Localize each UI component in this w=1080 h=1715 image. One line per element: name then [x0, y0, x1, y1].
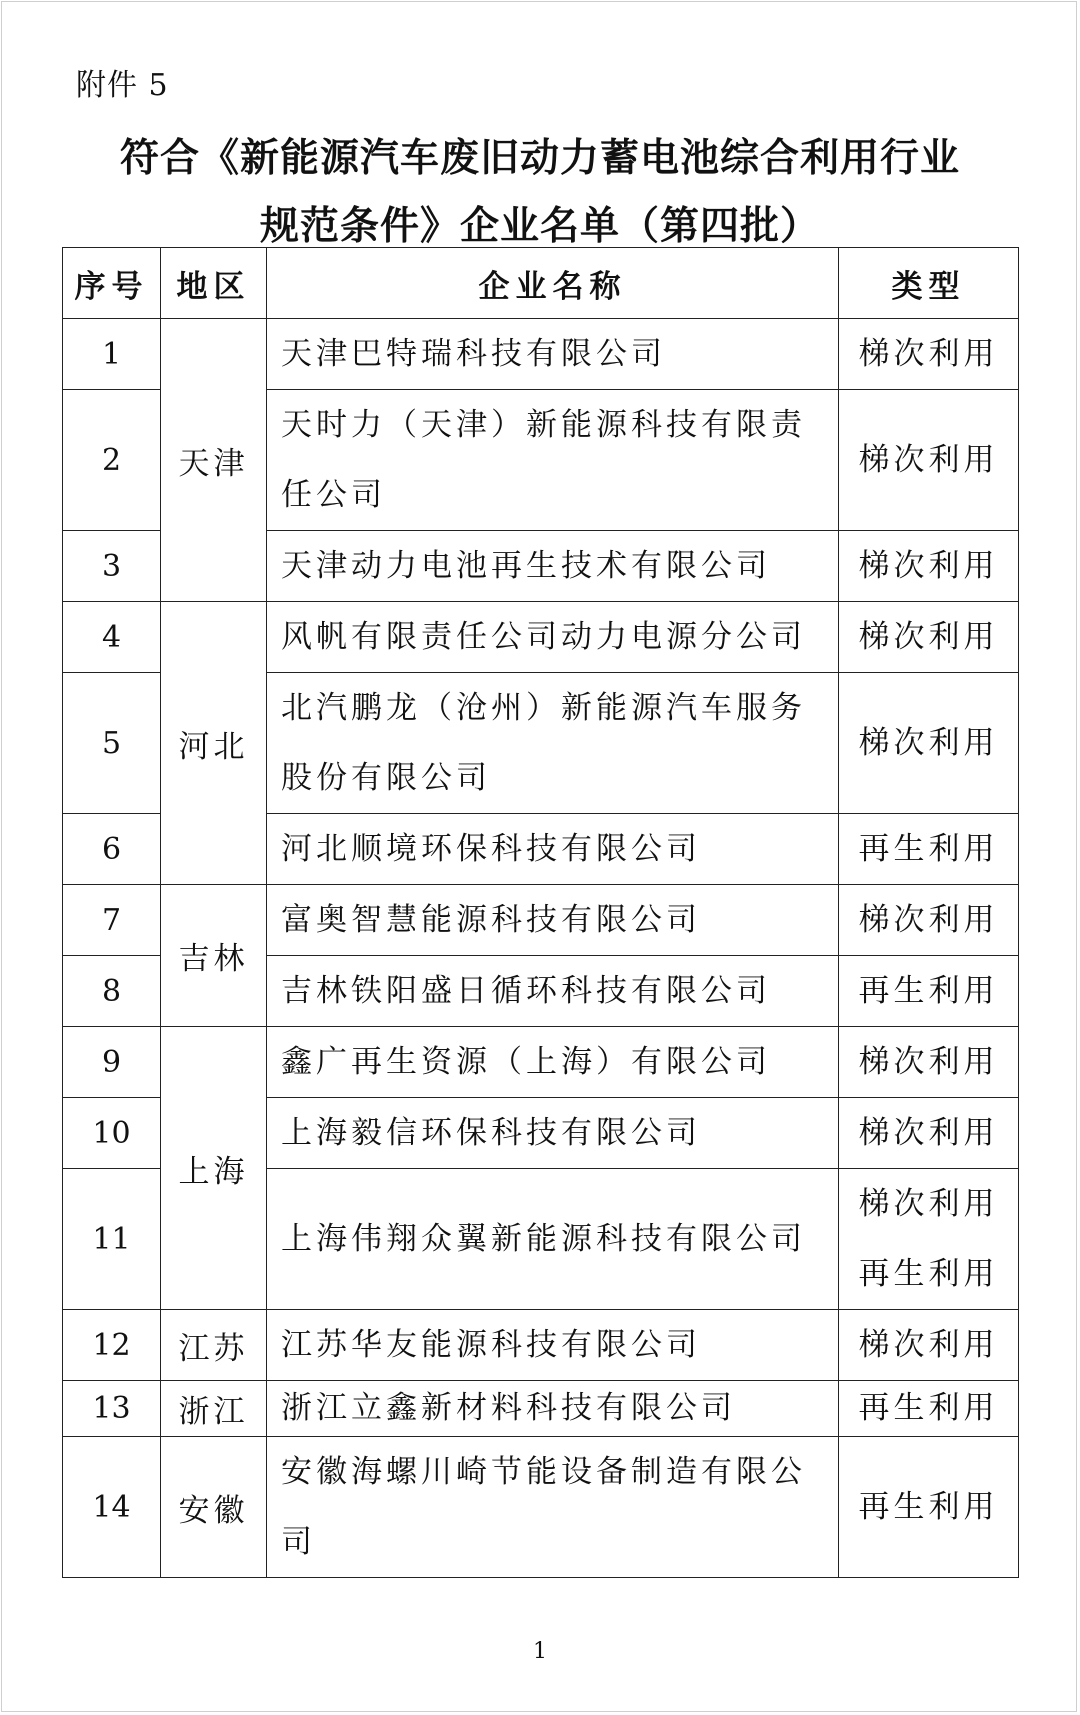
utilization-type: 梯次利用 [839, 531, 1019, 602]
row-seq: 4 [63, 602, 161, 673]
utilization-type: 梯次利用 [839, 602, 1019, 673]
company-name: 浙江立鑫新材料科技有限公司 [267, 1381, 839, 1437]
company-name-line-2: 司 [281, 1524, 316, 1560]
company-list-table [62, 247, 1019, 1578]
utilization-type: 梯次利用 [839, 1098, 1019, 1169]
company-name: 天津动力电池再生技术有限公司 [267, 531, 839, 602]
utilization-type: 再生利用 [839, 1437, 1019, 1578]
table-row [63, 602, 1019, 673]
utilization-type: 梯次利用 [839, 885, 1019, 956]
utilization-type-line-2: 再生利用 [858, 1256, 999, 1292]
company-name [267, 390, 839, 531]
region-cell: 吉林 [161, 885, 267, 1027]
table-row [63, 1310, 1019, 1381]
region-cell: 上海 [161, 1027, 267, 1310]
region-cell: 安徽 [161, 1437, 267, 1578]
document-title-line-2: 规范条件》企业名单（第四批） [259, 203, 820, 249]
region-cell: 河北 [161, 602, 267, 885]
row-seq: 6 [63, 814, 161, 885]
company-name: 上海毅信环保科技有限公司 [267, 1098, 839, 1169]
utilization-type: 再生利用 [839, 1381, 1019, 1437]
table-row [63, 1027, 1019, 1098]
utilization-type [839, 1169, 1019, 1310]
utilization-type: 梯次利用 [839, 319, 1019, 390]
table-header-row [63, 248, 1019, 319]
header-type: 类型 [839, 248, 1019, 319]
header-region: 地区 [161, 248, 267, 319]
table-row [63, 1437, 1019, 1578]
utilization-type: 梯次利用 [839, 1310, 1019, 1381]
company-name [267, 673, 839, 814]
utilization-type: 再生利用 [839, 814, 1019, 885]
company-name-line-2: 股份有限公司 [281, 760, 491, 796]
region-cell: 浙江 [161, 1381, 267, 1437]
row-seq: 7 [63, 885, 161, 956]
attachment-label: 附件 5 [76, 68, 169, 103]
row-seq: 1 [63, 319, 161, 390]
row-seq: 5 [63, 673, 161, 814]
row-seq: 8 [63, 956, 161, 1027]
company-name: 河北顺境环保科技有限公司 [267, 814, 839, 885]
page-number: 1 [533, 1639, 547, 1664]
company-name: 鑫广再生资源（上海）有限公司 [267, 1027, 839, 1098]
row-seq: 2 [63, 390, 161, 531]
utilization-type-line-1: 梯次利用 [858, 1186, 999, 1222]
row-seq: 10 [63, 1098, 161, 1169]
row-seq: 3 [63, 531, 161, 602]
company-name: 江苏华友能源科技有限公司 [267, 1310, 839, 1381]
header-company-name: 企业名称 [267, 248, 839, 319]
company-name-line-1: 天时力（天津）新能源科技有限责 [281, 407, 806, 443]
company-name: 风帆有限责任公司动力电源分公司 [267, 602, 839, 673]
row-seq: 13 [63, 1381, 161, 1437]
table-row [63, 885, 1019, 956]
utilization-type: 梯次利用 [839, 390, 1019, 531]
company-name-line-1: 安徽海螺川崎节能设备制造有限公 [281, 1454, 806, 1490]
company-name: 上海伟翔众翼新能源科技有限公司 [267, 1169, 839, 1310]
row-seq: 12 [63, 1310, 161, 1381]
utilization-type: 再生利用 [839, 956, 1019, 1027]
company-name [267, 1437, 839, 1578]
document-title-line-1: 符合《新能源汽车废旧动力蓄电池综合利用行业 [119, 135, 960, 181]
row-seq: 14 [63, 1437, 161, 1578]
region-cell: 江苏 [161, 1310, 267, 1381]
table-row [63, 319, 1019, 390]
utilization-type: 梯次利用 [839, 673, 1019, 814]
row-seq: 9 [63, 1027, 161, 1098]
table-row [63, 1381, 1019, 1437]
company-name: 天津巴特瑞科技有限公司 [267, 319, 839, 390]
utilization-type: 梯次利用 [839, 1027, 1019, 1098]
company-name-line-2: 任公司 [281, 477, 386, 513]
header-seq: 序号 [63, 248, 161, 319]
company-name-line-1: 北汽鹏龙（沧州）新能源汽车服务 [281, 690, 806, 726]
company-name: 吉林铁阳盛日循环科技有限公司 [267, 956, 839, 1027]
row-seq: 11 [63, 1169, 161, 1310]
region-cell: 天津 [161, 319, 267, 602]
company-name: 富奥智慧能源科技有限公司 [267, 885, 839, 956]
